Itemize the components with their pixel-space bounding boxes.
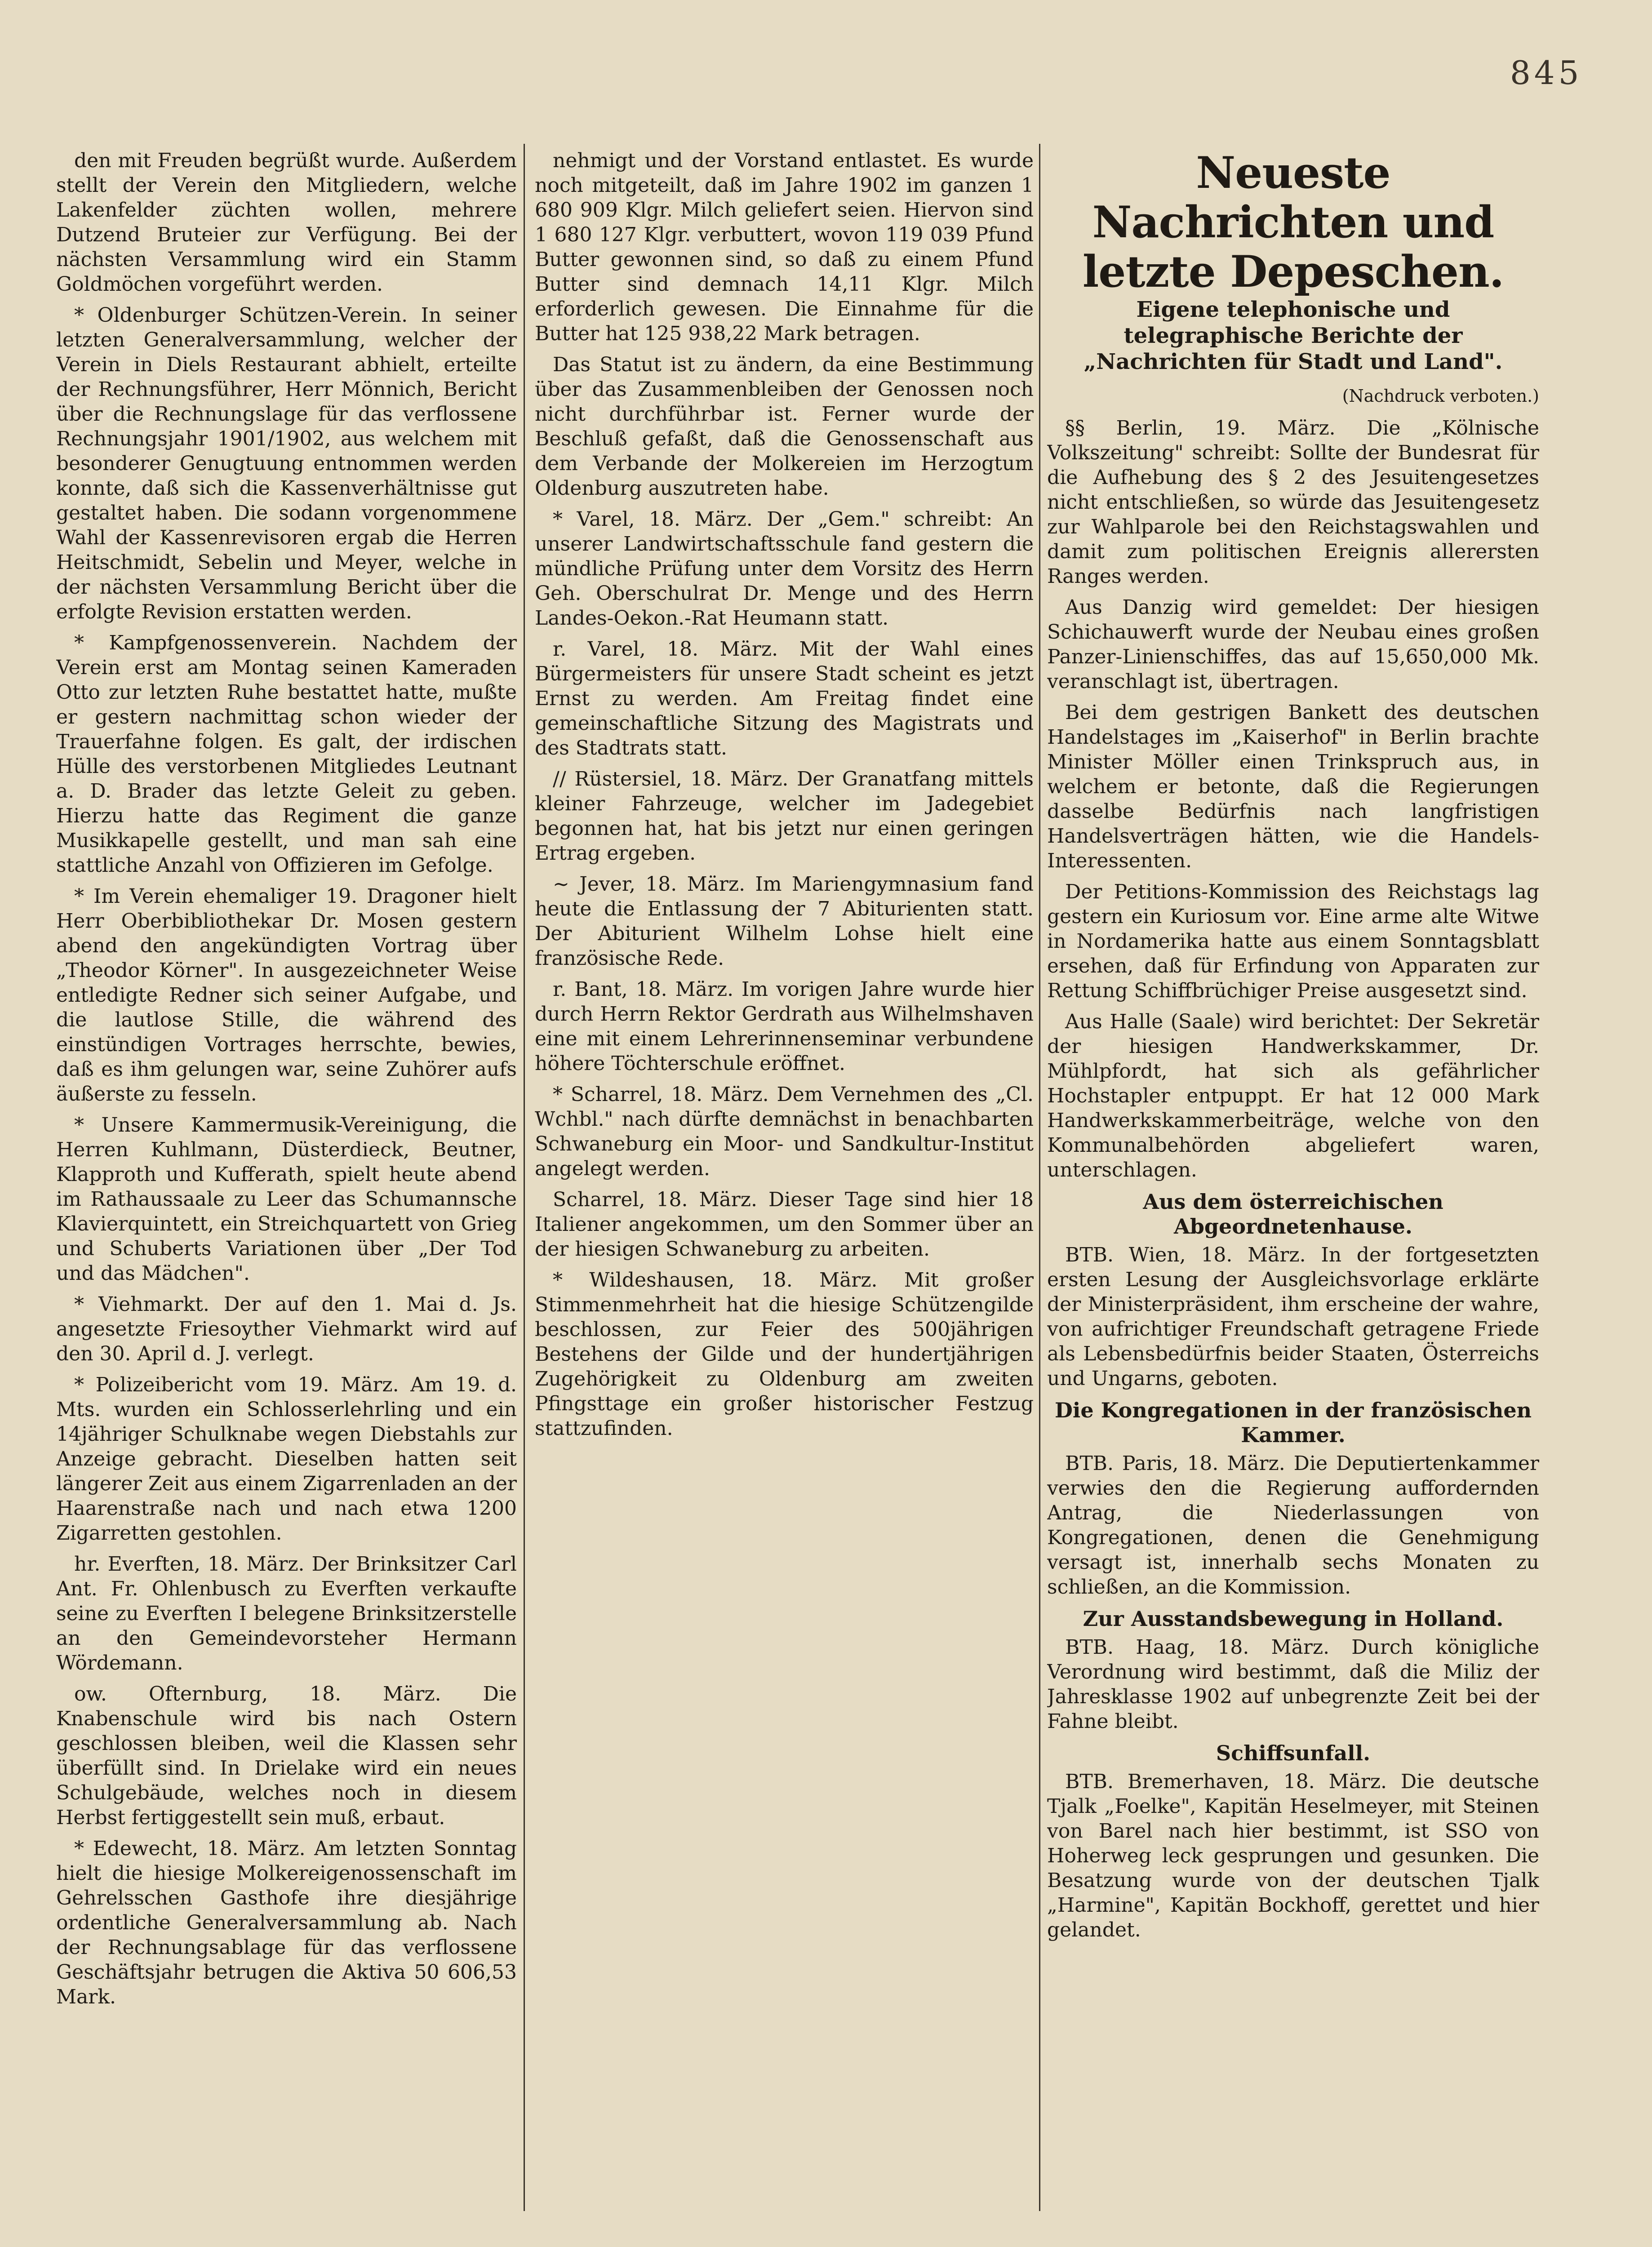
- article-paragraph: BTB. Haag, 18. März. Durch königliche Verordnung wird bestimmt, daß die Miliz der Jahresklasse 1902 auf unbegrenzte Zeit bei der Fahne bleibt.: [1047, 1636, 1539, 1733]
- article-paragraph: ~ Jever, 18. März. Im Mariengymnasium fand heute die Entlassung der 7 Abiturienten statt. Der Abiturient Wilhelm Lohse hielt eine französische Rede.: [535, 873, 1034, 970]
- page-number: 845: [1510, 54, 1583, 92]
- right-column: [1047, 148, 1539, 2211]
- section-title: Zur Ausstandsbewegung in Holland.: [1083, 1607, 1504, 1631]
- article-paragraph: * Im Verein ehemaliger 19. Dragoner hielt Herr Oberbibliothekar Dr. Mosen gestern abend den angekündigten Vortrag über „Theodor Körner". In ausgezeichneter Weise entledigte Redner sich seiner Aufgabe, und die lautlose Stille, die während des einstündigen Vortrages herrschte, bewies, daß es ihm gelungen war, seine Zuhörer aufs äußerste zu fesseln.: [56, 885, 517, 1106]
- article-paragraph: Bei dem gestrigen Bankett des deutschen Handelstages im „Kaiserhof" in Berlin brachte Minister Möller einen Trinkspruch aus, in welchem er betonte, daß die Regierungen dasselbe Bedürfnis nach langfristigen Handelsverträgen hätten, wie die Handels-Interessenten.: [1047, 701, 1539, 872]
- article-paragraph: ow. Ofternburg, 18. März. Die Knabenschule wird bis nach Ostern geschlossen bleiben, weil die Klassen sehr überfüllt sind. In Drielake wird ein neues Schulgebäude, welches noch in diesem Herbst fertiggestellt sein muß, erbaut.: [56, 1683, 517, 1829]
- article-paragraph: BTB. Paris, 18. März. Die Deputiertenkammer verwies den die Regierung auffordernden Antrag, die Niederlassungen von Kongregationen, denen die Genehmigung versagt ist, innerhalb sechs Monaten zu schließen, an die Kommission.: [1047, 1452, 1539, 1599]
- article-paragraph: BTB. Wien, 18. März. In der fortgesetzten ersten Lesung der Ausgleichsvorlage erklärte der Ministerpräsident, ihm erscheine der wahre, von aufrichtiger Freundschaft getragene Friede als Lebensbedürfnis beider Staaten, Österreichs und Ungarns, geboten.: [1047, 1243, 1539, 1390]
- news-headline: Neueste Nachrichten und letzte Depeschen.: [1082, 148, 1504, 297]
- article-paragraph: Scharrel, 18. März. Dieser Tage sind hier 18 Italiener angekommen, um den Sommer über an der hiesigen Schwaneburg zu arbeiten.: [535, 1188, 1034, 1261]
- article-paragraph: Aus Halle (Saale) wird berichtet: Der Sekretär der hiesigen Handwerkskammer, Dr. Mühlpfordt, hat sich als gefährlicher Hochstapler entpuppt. Er hat 12 000 Mark Handwerkskammerbeiträge, welche von den Kommunalbehörden abgeliefert waren, unterschlagen.: [1047, 1010, 1539, 1181]
- article-paragraph: hr. Everften, 18. März. Der Brinksitzer Carl Ant. Fr. Ohlenbusch zu Everften verkaufte seine zu Everften I belegene Brinksitzerstelle an den Gemeindevorsteher Hermann Wördemann.: [56, 1553, 517, 1674]
- article-paragraph: * Kampfgenossenverein. Nachdem der Verein erst am Montag seinen Kameraden Otto zur letzten Ruhe bestattet hatte, mußte er gestern nachmittag schon wieder der Trauerfahne folgen. Es galt, der irdischen Hülle des verstorbenen Mitgliedes Leutnant a. D. Brader das letzte Geleit zu geben. Hierzu hatte das Regiment die ganze Musikkapelle gestellt, und man sah eine stattliche Anzahl von Offizieren im Gefolge.: [56, 631, 517, 877]
- article-paragraph: * Oldenburger Schützen-Verein. In seiner letzten Generalversammlung, welcher der Verein in Diels Restaurant abhielt, erteilte der Rechnungsführer, Herr Mönnich, Bericht über die Rechnungslage für das verflossene Rechnungsjahr 1901/1902, aus welchem mit besonderer Genugtuung entnommen werden konnte, daß sich die Kassenverhältnisse gut gestaltet haben. Die sodann vorgenommene Wahl der Kassenrevisoren ergab die Herren Heitschmidt, Sebelin und Meyer, welche in der nächsten Versammlung Bericht über die erfolgte Revision erstatten werden.: [56, 304, 517, 623]
- section-title: Schiffsunfall.: [1216, 1741, 1371, 1765]
- news-subheadline: Eigene telephonische und telegraphische Berichte der „Nachrichten für Stadt und Land".: [1084, 297, 1503, 374]
- article-paragraph: Der Petitions-Kommission des Reichstags lag gestern ein Kuriosum vor. Eine arme alte Witwe in Nordamerika hatte aus einem Sonntagsblatt ersehen, daß für Erfindung von Apparaten zur Rettung Schiffbrüchiger Preise ausgesetzt sind.: [1047, 880, 1539, 1002]
- article-paragraph: * Scharrel, 18. März. Dem Vernehmen des „Cl. Wchbl." nach dürfte demnächst in benachbarten Schwaneburg ein Moor- und Sandkultur-Institut angelegt werden.: [535, 1083, 1034, 1180]
- article-paragraph: r. Bant, 18. März. Im vorigen Jahre wurde hier durch Herrn Rektor Gerdrath aus Wilhelmshaven eine mit einem Lehrerinnenseminar verbundene höhere Töchterschule eröffnet.: [535, 978, 1034, 1075]
- column-divider: [1039, 144, 1040, 2211]
- column-divider: [524, 144, 525, 2211]
- section-title: Die Kongregationen in der französischen Kammer.: [1054, 1398, 1532, 1447]
- article-paragraph: §§ Berlin, 19. März. Die „Kölnische Volkszeitung" schreibt: Sollte der Bundesrat für die Aufhebung des § 2 des Jesuitengesetzes nicht entschließen, so würde das Jesuitengesetz zur Wahlparole bei den Reichstagswahlen und damit zum politischen Ereignis allerersten Ranges werden.: [1047, 417, 1539, 588]
- article-paragraph: Aus Danzig wird gemeldet: Der hiesigen Schichauwerft wurde der Neubau eines großen Panzer-Linienschiffes, das auf 15,650,000 Mk. veranschlagt ist, übertragen.: [1047, 596, 1539, 693]
- left-column: [56, 148, 517, 2211]
- article-paragraph: Das Statut ist zu ändern, da eine Bestimmung über das Zusammenbleiben der Genossen noch nicht durchführbar ist. Ferner wurde der Beschluß gefaßt, daß die Genossenschaft aus dem Verbande der Molkereien im Herzogtum Oldenburg auszutreten habe.: [535, 353, 1034, 500]
- article-paragraph: * Edewecht, 18. März. Am letzten Sonntag hielt die hiesige Molkereigenossenschaft im Gehrelsschen Gasthofe ihre diesjährige ordentliche Generalversammlung ab. Nach der Rechnungsablage für das verflossene Geschäftsjahr betrugen die Aktiva 50 606,53 Mark.: [56, 1837, 517, 2008]
- article-paragraph: * Varel, 18. März. Der „Gem." schreibt: An unserer Landwirtschaftsschule fand gestern die mündliche Prüfung unter dem Vorsitz des Herrn Geh. Oberschulrat Dr. Menge und des Herrn Landes-Oekon.-Rat Heumann statt.: [535, 508, 1034, 630]
- news-header: [1047, 148, 1539, 375]
- middle-column: [535, 148, 1034, 2211]
- article-paragraph: // Rüstersiel, 18. März. Der Granatfang mittels kleiner Fahrzeuge, welcher im Jadegebiet begonnen hat, hat bis jetzt nur einen geringen Ertrag ergeben.: [535, 768, 1034, 865]
- article-paragraph: nehmigt und der Vorstand entlastet. Es wurde noch mitgeteilt, daß im Jahre 1902 im ganzen 1 680 909 Klgr. Milch geliefert seien. Hiervon sind 1 680 127 Klgr. verbuttert, wovon 119 039 Pfund Butter gewonnen sind, so daß zu einem Pfund Butter sind demnach 14,11 Klgr. Milch erforderlich gewesen. Die Einnahme für die Butter hat 125 938,22 Mark betragen.: [535, 149, 1034, 345]
- article-paragraph: * Unsere Kammermusik-Vereinigung, die Herren Kuhlmann, Düsterdieck, Beutner, Klapproth und Kufferath, spielt heute abend im Rathaussaale zu Leer das Schumannsche Klavierquintett, ein Streichquartett von Grieg und Schuberts Variationen über „Der Tod und das Mädchen".: [56, 1114, 517, 1285]
- article-paragraph: * Viehmarkt. Der auf den 1. Mai d. Js. angesetzte Friesoyther Viehmarkt wird auf den 30. April d. J. verlegt.: [56, 1293, 517, 1365]
- article-paragraph: BTB. Bremerhaven, 18. März. Die deutsche Tjalk „Foelke", Kapitän Heselmeyer, mit Steinen von Barel nach hier bestimmt, ist SSO von Hoherweg leck gesprungen und gesunken. Die Besatzung wurde von der deutschen Tjalk „Harmine", Kapitän Bockhoff, gerettet und hier gelandet.: [1047, 1770, 1539, 1941]
- article-paragraph: * Polizeibericht vom 19. März. Am 19. d. Mts. wurden ein Schlosserlehrling und ein 14jähriger Schulknabe wegen Diebstahls zur Anzeige gebracht. Dieselben hatten seit längerer Zeit aus einem Zigarrenladen an der Haarenstraße nach und nach etwa 1200 Zigarretten gestohlen.: [56, 1373, 517, 1545]
- article-paragraph: * Wildeshausen, 18. März. Mit großer Stimmenmehrheit hat die hiesige Schützengilde beschlossen, zur Feier des 500jährigen Bestehens der Gilde und der hundertjährigen Zugehörigkeit zu Oldenburg am zweiten Pfingsttage ein großer historischer Festzug stattzufinden.: [535, 1269, 1034, 1440]
- section-title: Aus dem österreichischen Abgeordnetenhause.: [1143, 1190, 1443, 1239]
- article-paragraph: den mit Freuden begrüßt wurde. Außerdem stellt der Verein den Mitgliedern, welche Lakenfelder züchten wollen, mehrere Dutzend Bruteier zur Verfügung. Bei der nächsten Versammlung wird ein Stamm Goldmöchen vorgeführt werden.: [56, 149, 517, 296]
- article-paragraph: r. Varel, 18. März. Mit der Wahl eines Bürgermeisters für unsere Stadt scheint es jetzt Ernst zu werden. Am Freitag findet eine gemeinschaftliche Sitzung des Magistrats und des Stadtrats statt.: [535, 638, 1034, 759]
- reprint-note: (Nachdruck verboten.): [1342, 386, 1539, 406]
